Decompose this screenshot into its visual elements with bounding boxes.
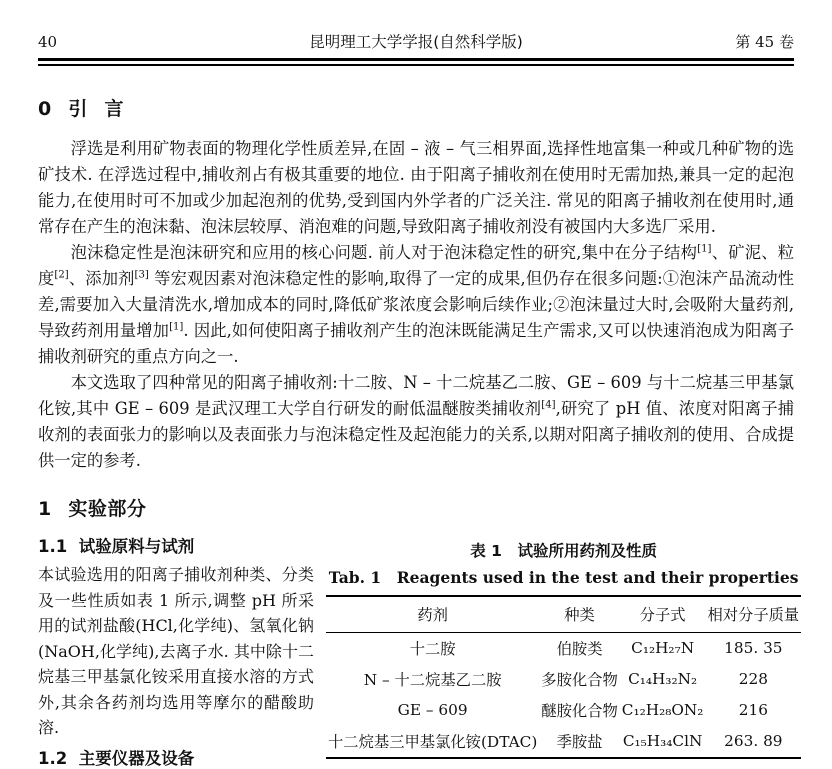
- table-header-cell: 药剂: [326, 596, 539, 633]
- intro-paragraph-3: [38, 370, 794, 474]
- table-cell: 伯胺类: [556, 640, 603, 658]
- table-cell: 十二胺: [409, 640, 456, 658]
- section-1-1-heading: 1.1 试验原料与试剂: [38, 537, 195, 556]
- table-header-cell: 分子式: [620, 596, 706, 633]
- text-run: 本文选取了四种常见的阳离子捕收剂:十二胺、N – 十二烷基乙二胺、GE – 609 与十二烷基三甲基氯化铵,其中 GE – 609 是武汉理工大学自行研发的耐低温醚胺类捕收剂: [38, 373, 794, 418]
- table-row: [326, 633, 801, 665]
- page-number: 40: [38, 33, 58, 51]
- intro-paragraph-2: [38, 240, 794, 370]
- header-double-rule: [38, 58, 794, 66]
- two-column-zone: [38, 533, 800, 769]
- table-cell: 216: [738, 701, 768, 719]
- section-1-heading: 1 实验部分: [38, 498, 147, 520]
- intro-paragraph-1: 浮选是利用矿物表面的物理化学性质差异,在固 – 液 – 气三相界面,选择性地富集一种或几种矿物的选矿技术. 在浮选过程中,捕收剂占有极其重要的地位. 由于阳离子捕收剂在使用时无需加热,兼具一定的起泡能力,在使用时可不加或少加起泡剂的优势,受到国内外学者的广泛关注. 常见的阳离子捕收剂在使用时,通常存在产生的泡沫黏、泡沫层较厚、消泡难的问题,导致阳离子捕收剂没有被国内大多选厂采用.: [38, 139, 794, 236]
- text-run: 、矿泥、粒度: [38, 243, 794, 288]
- table-cell: C₁₅H₃₄ClN: [622, 732, 703, 750]
- table-1-title-zh: 表 1 试验所用药剂及性质: [470, 542, 657, 560]
- table-cell: 228: [738, 670, 768, 688]
- table-cell: C₁₂H₂₈ON₂: [621, 701, 704, 719]
- text-run: ,研究了 pH 值、浓度对阳离子捕收剂的表面张力的影响以及表面张力与泡沫稳定性及起泡能力的关系,以期对阳离子捕收剂的使用、合成提供一定的参考.: [38, 399, 794, 470]
- section-1-2-heading: 1.2 主要仪器及设备: [38, 748, 195, 768]
- table-row: [326, 664, 801, 695]
- reagents-paragraph: 本试验选用的阳离子捕收剂种类、分类及一些性质如表 1 所示,调整 pH 所采用的试剂盐酸(HCl,化学纯)、氢氧化钠(NaOH,化学纯),去离子水. 其中除十二烷基三甲基氯化铵采用直接水溶的方式外,其余各药剂均选用等摩尔的醋酸助溶.: [38, 565, 314, 737]
- reagents-table-head: [326, 596, 801, 633]
- citation-ref-2: [2]: [54, 269, 69, 281]
- table-row: [326, 726, 801, 758]
- table-cell: C₁₄H₃₂N₂: [628, 670, 698, 688]
- table-cell: 185. 35: [724, 639, 783, 657]
- right-column: [326, 533, 801, 759]
- reagents-table: [326, 595, 801, 759]
- table-cell: 263. 89: [724, 732, 783, 750]
- table-cell: GE – 609: [397, 701, 468, 719]
- text-run: . 因此,如何使阳离子捕收剂产生的泡沫既能满足生产需求,又可以快速消泡成为阳离子捕收剂研究的重点方向之一.: [38, 321, 794, 366]
- citation-ref-1b: [1]: [169, 321, 184, 333]
- section-0-heading: 0 引 言: [38, 98, 124, 120]
- table-header-cell: 种类: [539, 596, 620, 633]
- left-column: [38, 533, 314, 769]
- table-cell: C₁₂H₂₇N: [631, 639, 695, 657]
- reagents-table-body: [326, 633, 801, 759]
- table-header-cell: 相对分子质量: [705, 596, 801, 633]
- citation-ref-1: [1]: [697, 243, 712, 255]
- table-cell: 醚胺化合物: [541, 702, 618, 720]
- running-header: [38, 34, 794, 50]
- table-cell: 多胺化合物: [541, 671, 618, 689]
- text-run: 、添加剂: [68, 269, 135, 288]
- table-row: [326, 695, 801, 726]
- table-cell: 十二烷基三甲基氯化铵(DTAC): [328, 733, 538, 751]
- table-1-title-en: Tab. 1 Reagents used in the test and their properties: [328, 568, 799, 587]
- journal-title: 昆明理工大学学报(自然科学版): [309, 33, 523, 51]
- text-run: 泡沫稳定性是泡沫研究和应用的核心问题. 前人对于泡沫稳定性的研究,集中在分子结构: [70, 243, 698, 262]
- volume-label: 第 45 卷: [735, 33, 794, 51]
- table-header-row: [326, 596, 801, 633]
- citation-ref-4: [4]: [541, 399, 556, 411]
- text-run: 等宏观因素对泡沫稳定性的影响,取得了一定的成果,但仍存在很多问题:①泡沫产品流动性差,需要加入大量清洗水,增加成本的同时,降低矿浆浓度会影响后续作业;②泡沫量过大时,会吸附大量药剂,导致药剂用量增加: [38, 269, 794, 340]
- table-cell: N – 十二烷基乙二胺: [363, 671, 502, 689]
- table-cell: 季胺盐: [556, 733, 603, 751]
- citation-ref-3: [3]: [134, 269, 149, 281]
